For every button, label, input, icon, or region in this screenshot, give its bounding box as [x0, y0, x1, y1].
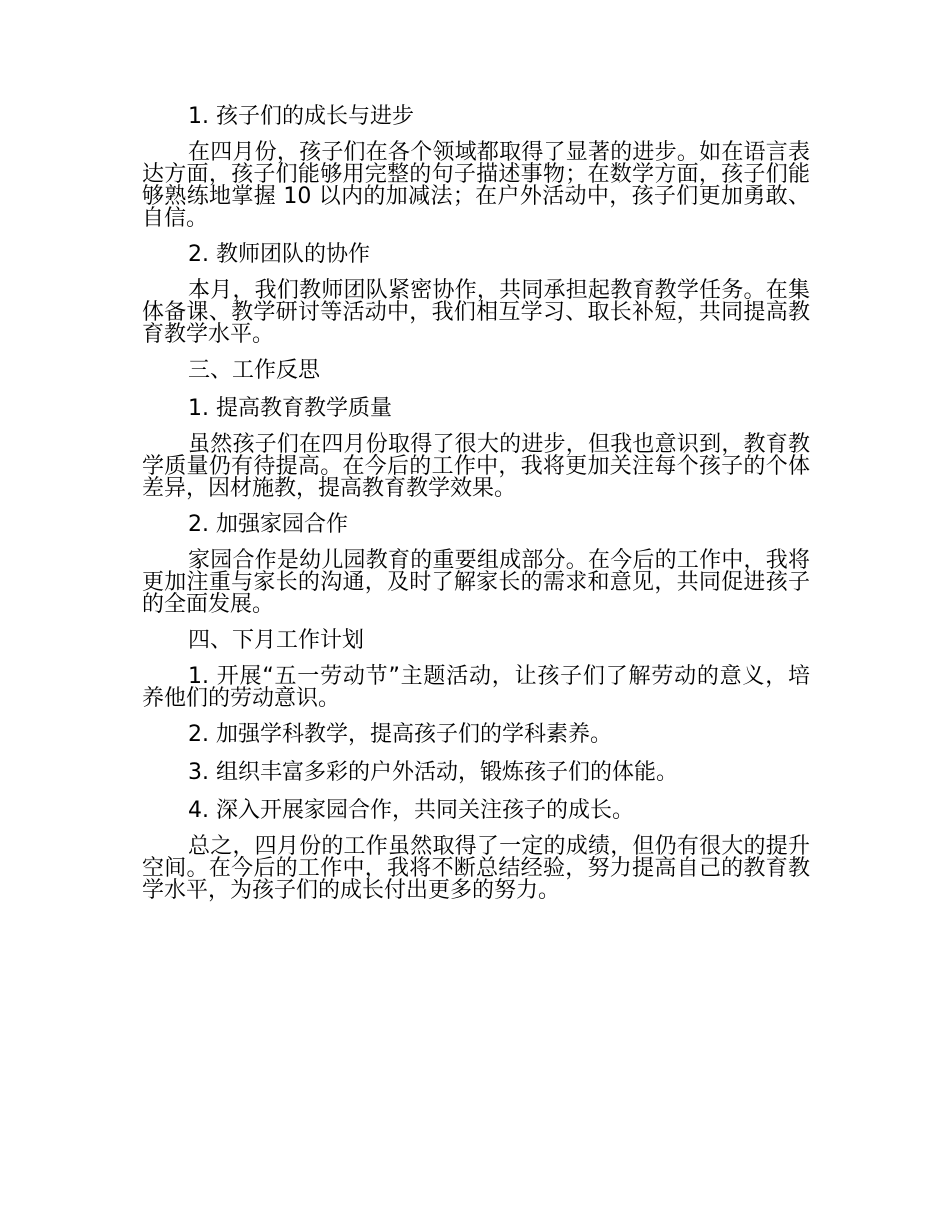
section-heading-work-reflection: 三、工作反思: [188, 358, 321, 383]
plan-item-2: 2. 加强学科教学，提高孩子们的学科素养。: [188, 722, 612, 747]
section-heading-children-progress: 1. 孩子们的成长与进步: [188, 104, 414, 129]
paragraph-conclusion: 总之，四月份的工作虽然取得了一定的成绩，但仍有很大的提升空间。在今后的工作中，我将不断总结经验，努力提高自己的教育教学水平，为孩子们的成长付出更多的努力。: [142, 834, 810, 903]
section-heading-teacher-team: 2. 教师团队的协作: [188, 242, 370, 267]
paragraph-teaching-quality: 虽然孩子们在四月份取得了很大的进步，但我也意识到，教育教学质量仍有待提高。在今后的工作中，我将更加关注每个孩子的个体差异，因材施教，提高教育教学效果。: [142, 432, 810, 501]
section-heading-home-school: 2. 加强家园合作: [188, 512, 348, 537]
plan-item-1: 1. 开展“五一劳动节”主题活动，让孩子们了解劳动的意义，培养他们的劳动意识。: [142, 664, 810, 711]
paragraph-teacher-team: 本月，我们教师团队紧密协作，共同承担起教育教学任务。在集体备课、教学研讨等活动中，我们相互学习、取长补短，共同提高教育教学水平。: [142, 278, 810, 347]
plan-item-3: 3. 组织丰富多彩的户外活动，锻炼孩子们的体能。: [188, 760, 678, 785]
document-body: [142, 104, 810, 914]
section-heading-next-month-plan: 四、下月工作计划: [188, 628, 365, 653]
section-heading-teaching-quality: 1. 提高教育教学质量: [188, 396, 392, 421]
paragraph-home-school: 家园合作是幼儿园教育的重要组成部分。在今后的工作中，我将更加注重与家长的沟通，及时了解家长的需求和意见，共同促进孩子的全面发展。: [142, 548, 810, 617]
paragraph-children-progress: 在四月份，孩子们在各个领域都取得了显著的进步。如在语言表达方面，孩子们能够用完整的句子描述事物；在数学方面，孩子们能够熟练地掌握 10 以内的加减法；在户外活动中，孩子们更加勇敢、自信。: [142, 140, 810, 231]
plan-item-4: 4. 深入开展家园合作，共同关注孩子的成长。: [188, 798, 634, 823]
